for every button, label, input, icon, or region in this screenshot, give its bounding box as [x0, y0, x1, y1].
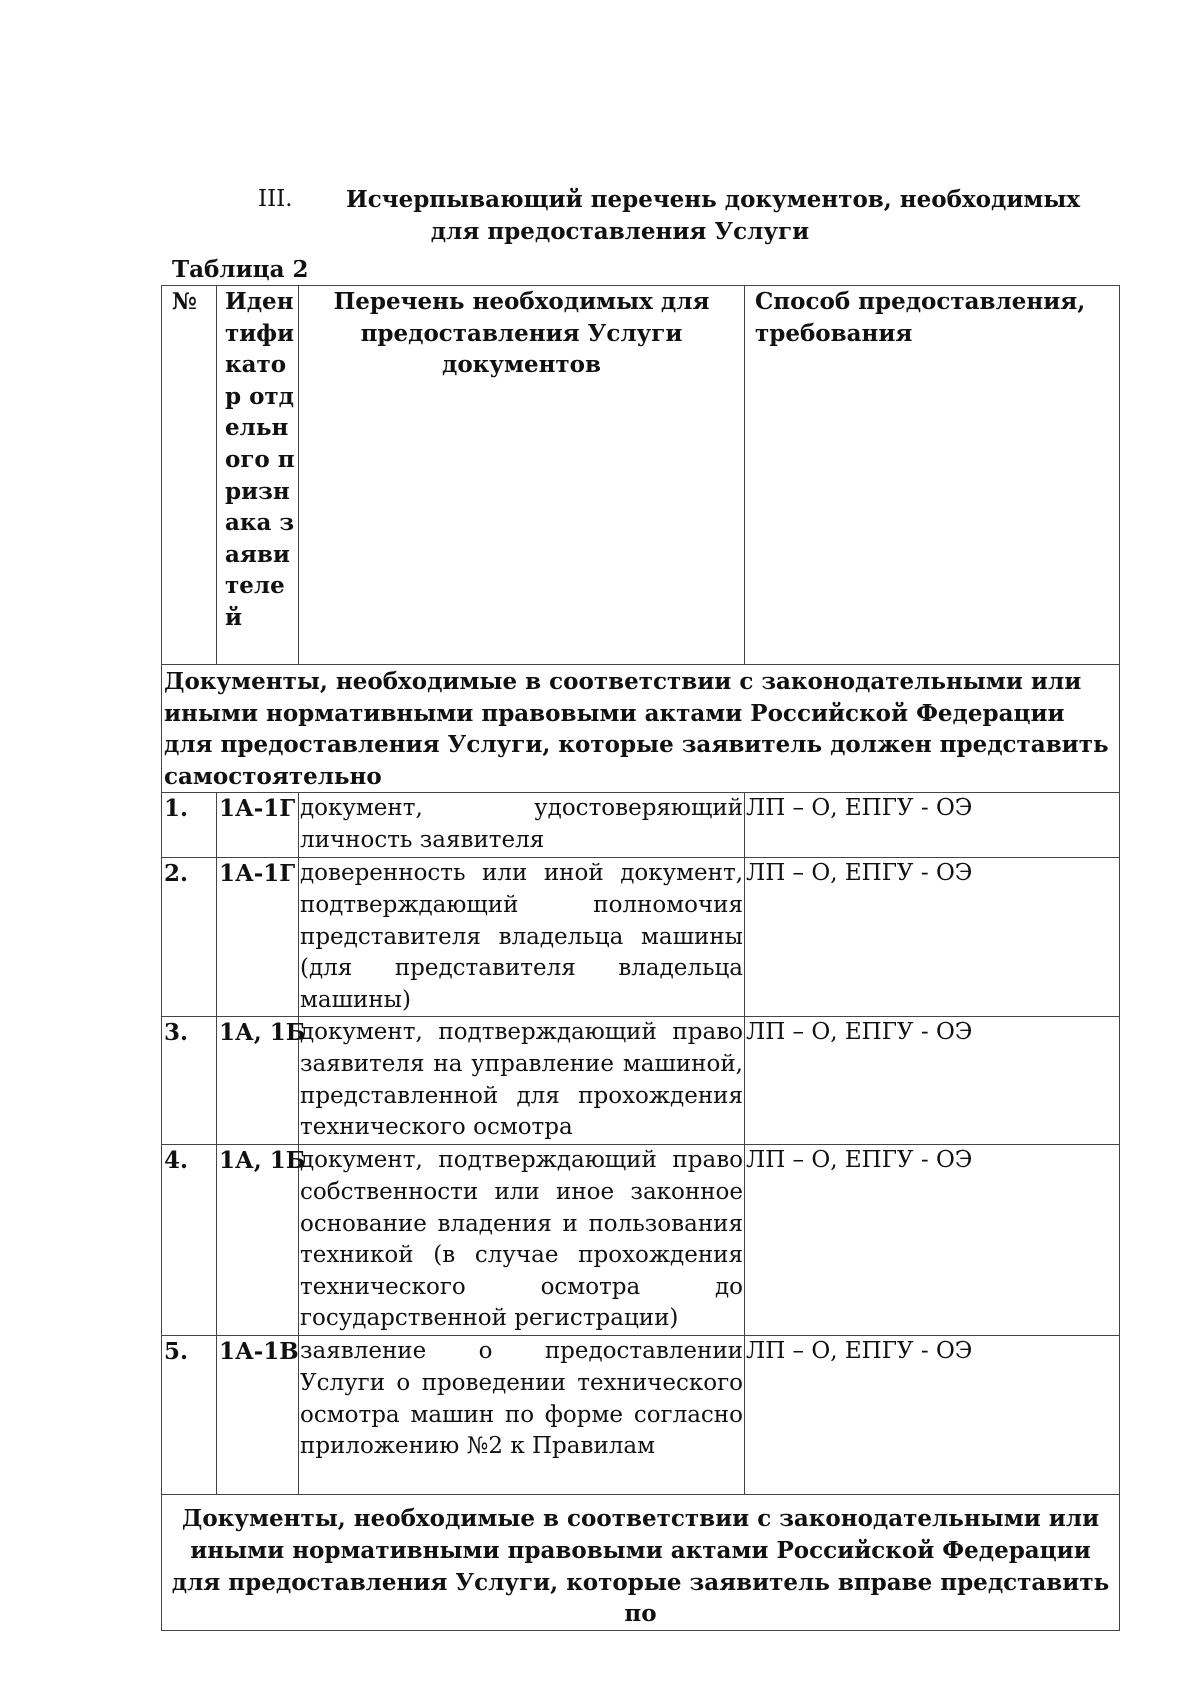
section-number: III.: [258, 186, 293, 212]
row-identifier: 1А-1Г: [217, 858, 299, 1017]
section-row-mandatory: [162, 665, 1120, 793]
table-row: [162, 1017, 1120, 1145]
row-number: 5.: [162, 1336, 217, 1495]
header-identifier: Идентификатор отдельного признака заявителей: [217, 286, 299, 665]
row-identifier: 1А-1Г: [217, 793, 299, 858]
row-number: 4.: [162, 1145, 217, 1336]
row-method: ЛП – О, ЕПГУ - ОЭ: [745, 1145, 1120, 1336]
section-row-optional: [162, 1495, 1120, 1630]
row-number: 1.: [162, 793, 217, 858]
row-identifier: 1А-1В: [217, 1336, 299, 1495]
table-row: [162, 1336, 1120, 1495]
section-title-line2: для предоставления Услуги: [430, 218, 810, 245]
section-title-optional: Документы, необходимые в соответствии с законодательными или иными нормативными правовыми актами Российской Федерации для предоставления Услуги, которые заявитель вправе представить по: [162, 1495, 1120, 1630]
header-method: Способ предоставления, требования: [745, 286, 1120, 665]
table-row: [162, 793, 1120, 858]
row-method: ЛП – О, ЕПГУ - ОЭ: [745, 1017, 1120, 1145]
row-number: 3.: [162, 1017, 217, 1145]
documents-table: [161, 285, 1120, 1631]
row-document: документ, подтверждающий право заявителя на управление машиной, представленной для прохождения технического осмотра: [299, 1017, 745, 1145]
row-identifier: 1А, 1Б: [217, 1017, 299, 1145]
row-method: ЛП – О, ЕПГУ - ОЭ: [745, 793, 1120, 858]
row-identifier: 1А, 1Б: [217, 1145, 299, 1336]
row-document: заявление о предоставлении Услуги о проведении технического осмотра машин по форме согласно приложению №2 к Правилам: [299, 1336, 745, 1495]
section-title-line1: Исчерпывающий перечень документов, необходимых: [346, 186, 1081, 213]
table-caption: Таблица 2: [172, 256, 309, 283]
table-row: [162, 1145, 1120, 1336]
row-document: документ, подтверждающий право собственности или иное законное основание владения и пользования техникой (в случае прохождения технического осмотра до государственной регистрации): [299, 1145, 745, 1336]
row-number: 2.: [162, 858, 217, 1017]
section-title-mandatory: Документы, необходимые в соответствии с законодательными или иными нормативными правовыми актами Российской Федерации для предоставления Услуги, которые заявитель должен представить самостоятельно: [162, 665, 1120, 793]
row-document: доверенность или иной документ, подтверждающий полномочия представителя владельца машины (для представителя владельца машины): [299, 858, 745, 1017]
table-header-row: [162, 286, 1120, 665]
row-method: ЛП – О, ЕПГУ - ОЭ: [745, 1336, 1120, 1495]
header-documents: Перечень необходимых для предоставления Услуги документов: [299, 286, 745, 665]
row-document: документ, удостоверяющий личность заявителя: [299, 793, 745, 858]
table-row: [162, 858, 1120, 1017]
header-no: №: [162, 286, 217, 665]
row-method: ЛП – О, ЕПГУ - ОЭ: [745, 858, 1120, 1017]
